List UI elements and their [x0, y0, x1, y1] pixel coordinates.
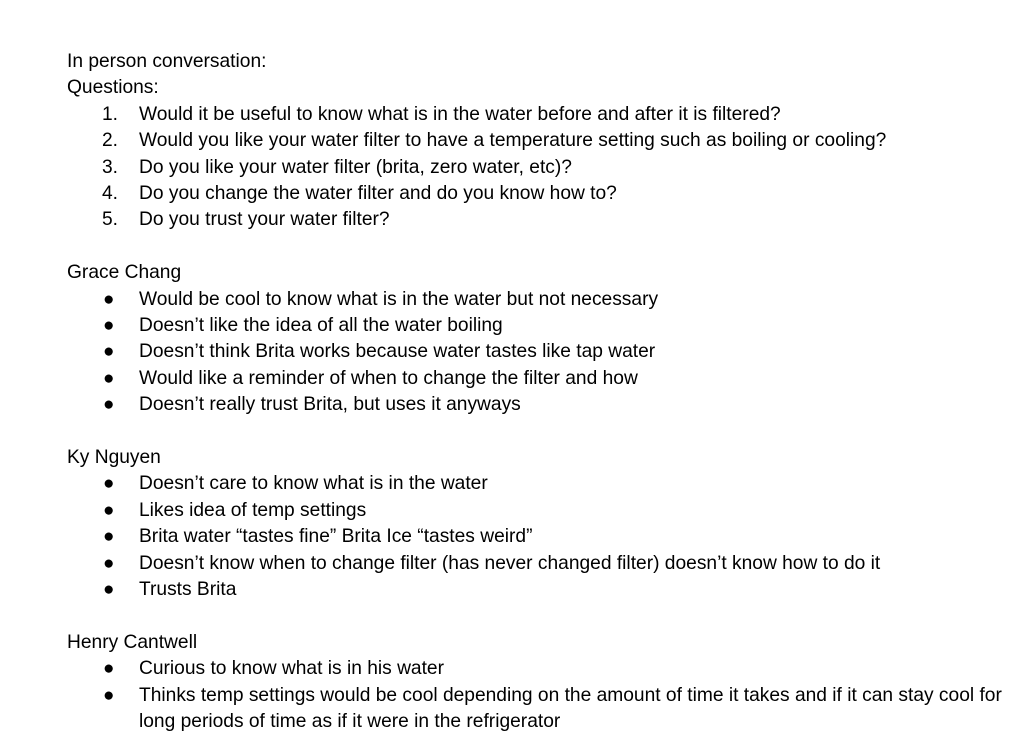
note-item — [67, 366, 1003, 392]
questions-label: Questions: — [67, 77, 159, 99]
interview-notes-list — [67, 287, 1003, 419]
note-text: Doesn’t know when to change filter (has never changed filter) doesn’t know how to do it — [139, 552, 881, 574]
note-text: Thinks temp settings would be cool depending on the amount of time it takes and if it can stay cool for long periods of time as if it were in the refrigerator — [139, 684, 1002, 733]
note-text: Would like a reminder of when to change the filter and how — [139, 367, 638, 389]
bullet-icon: ● — [103, 315, 115, 337]
interviewee-name: Grace Chang — [67, 262, 182, 284]
note-item — [67, 524, 1003, 550]
question-item — [67, 207, 1003, 233]
questions-list — [67, 102, 1003, 234]
question-number: 4. — [102, 183, 119, 205]
note-item — [67, 313, 1003, 339]
question-text: Would you like your water filter to have a temperature setting such as boiling or cooling? — [139, 130, 887, 152]
spacer — [67, 234, 1003, 260]
question-text: Would it be useful to know what is in the water before and after it is filtered? — [139, 103, 781, 125]
note-item — [67, 498, 1003, 524]
bullet-icon: ● — [103, 473, 115, 495]
question-number: 3. — [102, 156, 119, 178]
bullet-icon: ● — [103, 658, 115, 680]
note-text: Doesn’t care to know what is in the water — [139, 473, 488, 495]
interview-notes-list — [67, 656, 1003, 735]
note-item — [67, 683, 1003, 736]
bullet-icon: ● — [103, 394, 115, 416]
note-text: Would be cool to know what is in the water but not necessary — [139, 288, 659, 310]
note-item — [67, 339, 1003, 365]
spacer — [67, 419, 1003, 445]
interview-notes-list — [67, 471, 1003, 603]
note-item — [67, 577, 1003, 603]
note-item — [67, 551, 1003, 577]
bullet-icon: ● — [103, 552, 115, 574]
bullet-icon: ● — [103, 367, 115, 389]
question-text: Do you like your water filter (brita, zero water, etc)? — [139, 156, 572, 178]
intro-heading: In person conversation: — [67, 51, 267, 72]
note-item — [67, 287, 1003, 313]
bullet-icon: ● — [103, 341, 115, 363]
bullet-icon: ● — [103, 526, 115, 548]
interviewee-name: Ky Nguyen — [67, 447, 161, 469]
note-text: Trusts Brita — [139, 579, 237, 601]
question-item — [67, 181, 1003, 207]
spacer — [67, 604, 1003, 630]
interviewee-name: Henry Cantwell — [67, 631, 198, 653]
question-item — [67, 102, 1003, 128]
note-text: Curious to know what is in his water — [139, 658, 444, 680]
question-text: Do you trust your water filter? — [139, 209, 390, 231]
question-number: 1. — [102, 103, 119, 125]
question-item — [67, 128, 1003, 154]
bullet-icon: ● — [103, 684, 115, 706]
question-text: Do you change the water filter and do you know how to? — [139, 183, 617, 205]
bullet-icon: ● — [103, 288, 115, 310]
note-item — [67, 471, 1003, 497]
question-number: 5. — [102, 209, 119, 231]
bullet-icon: ● — [103, 579, 115, 601]
document-body — [67, 49, 1003, 736]
bullet-icon: ● — [103, 499, 115, 521]
note-text: Doesn’t really trust Brita, but uses it anyways — [139, 394, 521, 416]
question-number: 2. — [102, 130, 119, 152]
note-text: Doesn’t think Brita works because water tastes like tap water — [139, 341, 656, 363]
note-item — [67, 656, 1003, 682]
note-text: Doesn’t like the idea of all the water boiling — [139, 315, 503, 337]
note-text: Likes idea of temp settings — [139, 499, 367, 521]
question-item — [67, 155, 1003, 181]
note-item — [67, 392, 1003, 418]
note-text: Brita water “tastes fine” Brita Ice “tastes weird” — [139, 526, 533, 548]
